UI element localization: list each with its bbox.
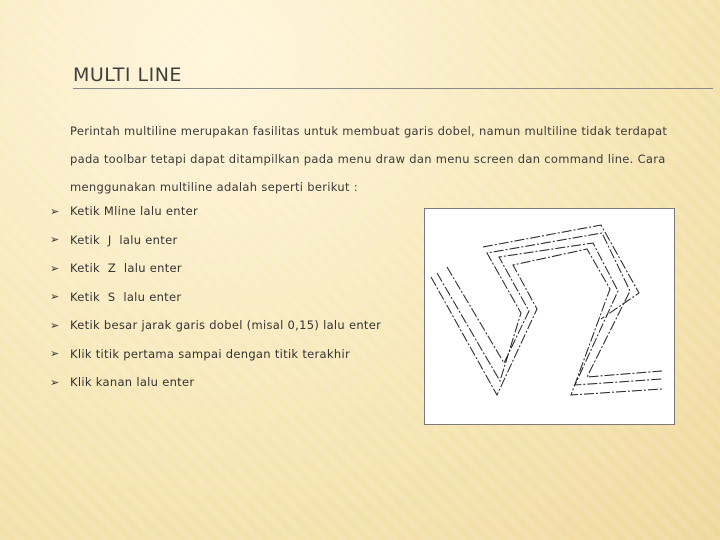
multiline-outer-left (437, 233, 662, 381)
bullet-text: Ketik besar jarak garis dobel (misal 0,15) lalu enter (70, 318, 382, 333)
arrow-bullet-icon: ➢ (50, 375, 60, 389)
arrow-bullet-icon: ➢ (50, 318, 60, 332)
multiline-drawing-figure (424, 208, 675, 425)
bullet-text: Ketik Z lalu enter (70, 261, 182, 276)
arrow-bullet-icon: ➢ (50, 261, 60, 275)
arrow-bullet-icon: ➢ (50, 204, 60, 218)
list-item (50, 197, 381, 226)
bullet-text: Ketik J lalu enter (70, 232, 178, 247)
bullet-text: Ketik S lalu enter (70, 289, 182, 304)
list-item (50, 226, 381, 255)
bullet-text: Ketik Mline lalu enter (70, 204, 199, 219)
multiline-top-chevron (483, 225, 639, 319)
list-item (50, 283, 381, 312)
arrow-bullet-icon: ➢ (50, 347, 60, 361)
list-item (50, 311, 381, 340)
intro-paragraph: Perintah multiline merupakan fasilitas untuk membuat garis dobel, namun multiline tidak terdapat pada toolbar tetapi dapat ditampilkan pada menu draw dan menu screen dan command line. Cara menggunakan multiline adalah seperti berikut : (70, 124, 668, 194)
arrow-bullet-icon: ➢ (50, 233, 60, 247)
bullet-text: Klik kanan lalu enter (70, 375, 195, 390)
multiline-drawing (425, 209, 674, 424)
list-item (50, 340, 381, 369)
slide-title: MULTI LINE (73, 64, 182, 86)
list-item (50, 368, 381, 397)
title-underline (73, 88, 713, 89)
bullet-list (50, 197, 381, 397)
list-item (50, 254, 381, 283)
bullet-text: Klik titik pertama sampai dengan titik terakhir (70, 346, 350, 361)
arrow-bullet-icon: ➢ (50, 290, 60, 304)
